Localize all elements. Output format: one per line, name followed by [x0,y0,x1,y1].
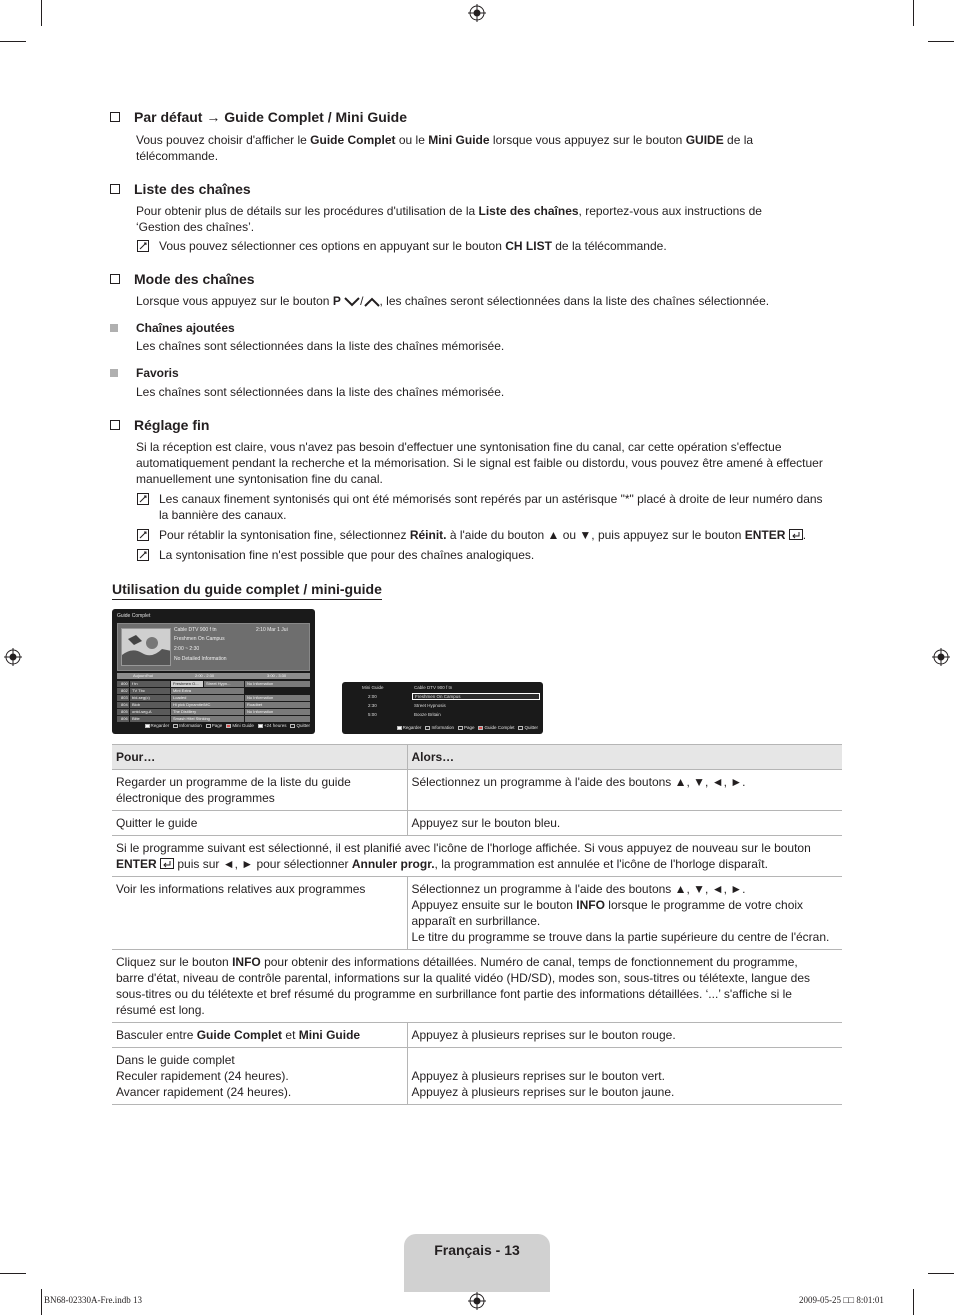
legend-item: Regarder [145,723,170,729]
registration-mark-icon [468,1292,486,1310]
crop-mark [0,1273,26,1274]
section-title-par-defaut: Par défaut → Guide Complet / Mini Guide [110,108,407,126]
subsection-title-favoris: Favoris [110,365,179,381]
info-detail: No Detailed Information [174,656,227,662]
table-cell: Basculer entre Guide Complet et Mini Guide [112,1023,407,1048]
mini-guide-row[interactable]: 2:00 Freshmen On Campus [342,693,543,700]
crop-mark [913,0,914,26]
yellow-key-icon [258,724,263,728]
footer-date-info: 2009-05-25 □□ 8:01:01 [799,1295,884,1305]
paragraph-reglage-fin: Si la réception est claire, vous n'avez pas besoin d'effectuer une syntonisation fine du canal, car cette opération s'effectue automatiquement pendant la recherche et la mémorisation. Si le signal est faible ou distordu, vous pouvez être amené à effectuer manuellement une syntonisation fine du canal. [136,440,823,486]
square-bullet-icon [110,369,118,377]
note-icon [136,528,150,542]
enter-icon [160,858,174,869]
exit-key-icon [518,726,523,730]
table-row [112,811,842,836]
page-key-icon [206,724,211,728]
legend-item: Quitter [290,723,310,729]
full-guide-legend [122,723,310,729]
section-title-liste-chaines: Liste des chaînes [110,180,251,198]
guide-row[interactable]: 805 ontd-seg-A The Distillery No Information [117,709,310,715]
crop-mark [41,1289,42,1315]
enter-key-icon [397,726,402,730]
table-row [112,877,842,950]
full-guide-info-panel [117,623,310,671]
crop-mark [41,0,42,26]
table-row [112,1023,842,1048]
legend-item: Quitter [518,725,538,731]
note-liste-chaines: Vous pouvez sélectionner ces options en appuyant sur le bouton CH LIST de la télécommande. [136,238,836,254]
crop-mark [913,1289,914,1315]
guide-grid [117,681,310,723]
note-icon [136,492,150,506]
page-key-icon [458,726,463,730]
checkbox-bullet-icon [110,112,120,122]
paragraph-mode-chaines: Lorsque vous appuyez sur le bouton P / , les chaînes seront sélectionnées dans la liste des chaînes sélectionnée. [136,294,770,308]
table-cell: Voir les informations relatives aux programmes [112,877,407,950]
info-channel: Cable DTV 900 f tn [174,627,217,633]
square-bullet-icon [110,324,118,332]
red-key-icon [226,724,231,728]
legend-item: Information [173,723,202,729]
program-thumbnail [121,628,171,666]
mini-guide-row[interactable]: 2:30 Street Hypnosis [368,703,446,708]
chevron-up-icon [364,297,380,307]
paragraph-par-defaut: Vous pouvez choisir d'afficher le Guide Complet ou le Mini Guide lorsque vous appuyez sur le bouton GUIDE de la télécommande. [136,133,754,163]
checkbox-bullet-icon [110,420,120,430]
checkbox-bullet-icon [110,184,120,194]
legend-item: Page [458,725,475,731]
table-cell: Quitter le guide [112,811,407,836]
table-cell: Appuyez sur le bouton bleu. [407,811,842,836]
full-guide-screen [112,609,315,734]
table-row [112,1048,842,1105]
table-cell: Sélectionnez un programme à l'aide des boutons ▲, ▼, ◄, ►. [407,770,842,811]
info-program: Freshmen On Campus [174,636,225,642]
crop-mark [0,41,26,42]
registration-mark-icon [4,648,22,666]
mini-guide-legend [352,725,538,731]
legend-item: Regarder [397,725,422,731]
checkbox-bullet-icon [110,274,120,284]
table-header-row [112,745,842,770]
mini-guide-row[interactable]: 5:00 Booze Britain [368,712,441,717]
info-key-icon [173,724,178,728]
subsection-title-chaines-ajoutees: Chaînes ajoutées [110,320,235,336]
table-header-pour: Pour… [112,745,407,770]
registration-mark-icon [468,4,486,22]
footer-file-info: BN68-02330A-Fre.indb 13 [44,1295,142,1305]
paragraph-favoris: Les chaînes sont sélectionnées dans la liste des chaînes mémorisée. [136,385,505,399]
guide-row[interactable]: 802 TV Tbc Mint Extra [117,688,310,694]
legend-item: Guide Complet [478,725,514,731]
section-title-reglage-fin: Réglage fin [110,416,209,434]
table-row [112,770,842,811]
mini-guide-screen [342,682,543,734]
guide-row[interactable]: 803 bid-seg(c) Loaded No Information [117,695,310,701]
note-reglage-fin-3: La syntonisation fine n'est possible que pour des chaînes analogiques. [136,547,836,563]
table-row [112,836,842,877]
guide-row[interactable]: 806 Blite Smash Hitel Stinking [117,716,310,722]
red-key-icon [478,726,483,730]
paragraph-chaines-ajoutees: Les chaînes sont sélectionnées dans la liste des chaînes mémorisée. [136,339,505,353]
note-icon [136,239,150,253]
exit-key-icon [290,724,295,728]
guide-row[interactable]: 800 f tn Freshmen O... Street Hypn... No Information [117,681,310,687]
table-cell: Sélectionnez un programme à l'aide des boutons ▲, ▼, ◄, ►. Appuyez ensuite sur le bouton INFO lorsque le programme de votre choix apparaît en surbrillance. Le titre du programme se trouve dans la partie supérieure du centre de l'écran. [407,877,842,950]
registration-mark-icon [932,648,950,666]
chevron-down-icon [344,297,360,307]
paragraph-liste-chaines: Pour obtenir plus de détails sur les procédures d'utilisation de la Liste des chaînes, reportez-vous aux instructions de ‘Gestion des chaînes’. [136,204,762,234]
table-cell: Cliquez sur le bouton INFO pour obtenir des informations détaillées. Numéro de canal, temps de fonctionnement du programme, barre d'état, niveau de contrôle parental, informations sur la qualité vidéo (HD/SD), modes son, sous-titres ou télétexte, langue des sous-titres ou du télétexte et bref résumé du programme en surbrillance font partie des informations détaillées. ‘...’ s'affiche si le résumé est long. [112,950,842,1023]
table-header-alors: Alors… [407,745,842,770]
note-reglage-fin-1: Les canaux finement syntonisés qui ont été mémorisés sont repérés par un astérisque "*" placé à droite de leur numéro dans la bannière des canaux. [136,491,836,523]
full-guide-title: Guide Complet [117,613,151,619]
table-cell: Appuyez à plusieurs reprises sur le bouton vert. Appuyez à plusieurs reprises sur le bouton jaune. [407,1048,842,1105]
crop-mark [928,1273,954,1274]
info-time: 2:10 Mar 1 Jui [256,627,288,633]
legend-item: Page [206,723,223,729]
table-cell: Dans le guide complet Reculer rapidement (24 heures). Avancer rapidement (24 heures). [112,1048,407,1105]
table-cell: Appuyez à plusieurs reprises sur le bouton rouge. [407,1023,842,1048]
guide-time-header: Aujourd'hui 2:00 - 2:30 3:00 - 3:30 [117,673,310,679]
table-row [112,950,842,1023]
info-key-icon [425,726,430,730]
legend-item: +24 heures [258,723,287,729]
guide-actions-table [112,744,842,1105]
info-slot: 2:00 ~ 2:30 [174,646,200,652]
enter-icon [789,529,803,540]
table-cell: Si le programme suivant est sélectionné, il est planifié avec l'icône de l'horloge affichée. Si vous appuyez de nouveau sur le bouton ENTER puis sur ◄, ► pour sélectionner Annuler progr., la programmation est annulée et l'icône de l'horloge disparaît. [112,836,842,877]
note-reglage-fin-2: Pour rétablir la syntonisation fine, sélectionnez Réinit. à l'aide du bouton ▲ ou ▼, puis appuyez sur le bouton ENTER . [136,527,836,543]
utilisation-title: Utilisation du guide complet / mini-guide [112,580,382,600]
legend-item: Information [425,725,454,731]
table-cell: Regarder un programme de la liste du guide électronique des programmes [112,770,407,811]
legend-item: Mini Guide [226,723,254,729]
enter-key-icon [145,724,150,728]
crop-mark [928,41,954,42]
section-title-mode-chaines: Mode des chaînes [110,270,255,288]
note-icon [136,548,150,562]
mini-guide-header: Mini Guide Cable DTV 900 f tn [362,685,453,690]
guide-row[interactable]: 804 Blob Hi pick Dynamite/MC Roadbet [117,702,310,708]
page-number: Français - 13 [434,1242,520,1258]
